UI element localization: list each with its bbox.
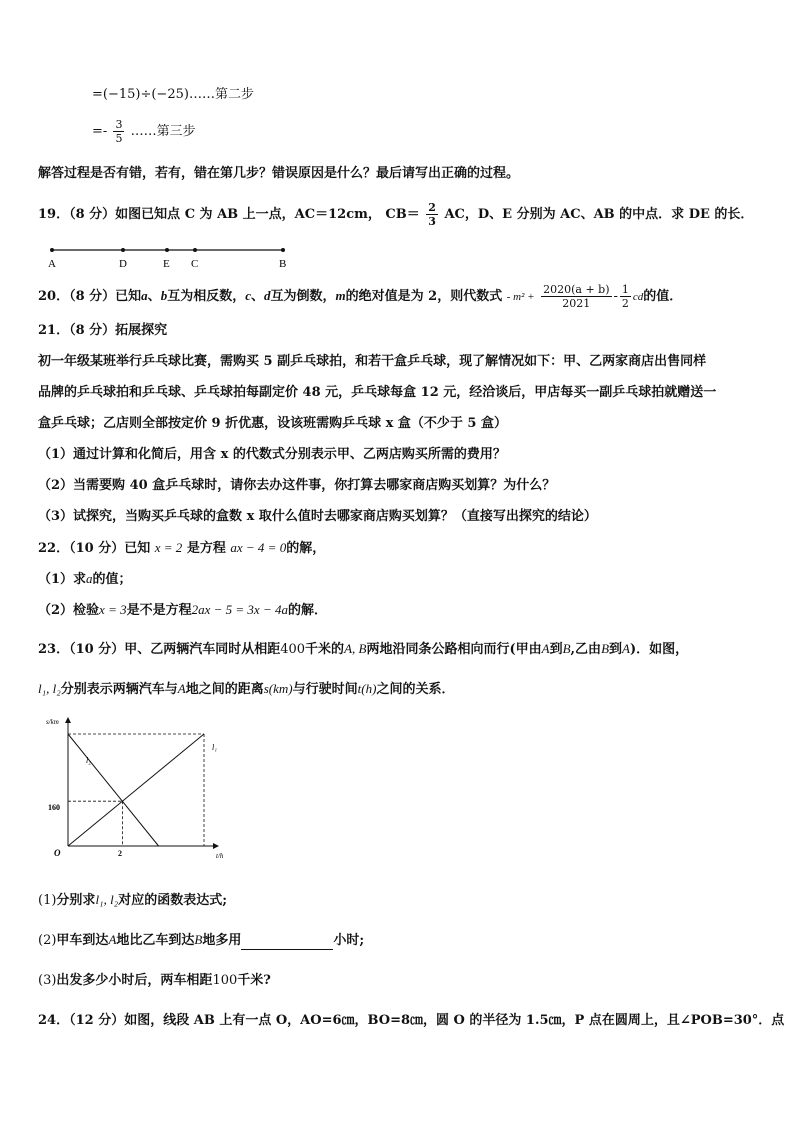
q23-text: 23．（10 分）甲、乙两辆汽车同时从相距 bbox=[38, 642, 281, 657]
question-21-title bbox=[38, 322, 167, 340]
q22-s2-a: （2）检验 bbox=[38, 603, 100, 618]
expression-part: - m² + bbox=[506, 291, 535, 303]
q23-text: 千米? bbox=[237, 973, 271, 988]
x-axis-label: t/h bbox=[216, 852, 224, 860]
q23-sub-1 bbox=[38, 891, 227, 910]
q23-text: 两地沿同条公路相向而行(甲由 bbox=[366, 642, 542, 657]
question-23-line-1 bbox=[38, 640, 688, 659]
fraction-numerator: 3 bbox=[115, 118, 123, 131]
q22-s2-c: 的解． bbox=[287, 603, 327, 618]
q20-text-e: 的值． bbox=[643, 289, 683, 304]
q21-p2: 品牌的乒乓球拍和乒乓球、乒乓球拍每副定价 48 元，乒乓球每盒 12 元，经洽谈后，甲店每买一副乒乓球拍就赠送一 bbox=[38, 385, 717, 400]
label-a: A bbox=[48, 258, 56, 270]
fraction-numerator: 2 bbox=[428, 201, 436, 214]
q21-p1: 初一年级某班举行乒乓球比赛，需购买 5 副乒乓球拍，和若干盒乒乓球，现了解情况如下：甲、乙两家商店出售同样 bbox=[38, 354, 707, 369]
fraction-numerator: 2020(a + b) bbox=[543, 283, 610, 296]
label-c: C bbox=[191, 258, 199, 270]
var-t: t(h) bbox=[357, 681, 377, 696]
step-three-prefix: =- bbox=[92, 124, 108, 139]
q19-fraction bbox=[426, 201, 438, 228]
q23-text: 对应的函数表达式; bbox=[118, 893, 228, 908]
y-tick-160: 160 bbox=[48, 803, 60, 812]
sub-number: (3) bbox=[38, 973, 57, 988]
equation: x = 2 bbox=[154, 540, 183, 555]
q21-s3: （3）试探究，当购买乒乓球的盒数 x 取什么值时去哪家商店购买划算？（直接写出探究的结论） bbox=[38, 509, 597, 524]
q21-title: 21．（8 分）拓展探究 bbox=[38, 323, 168, 338]
q20-sep: 、 bbox=[250, 289, 264, 304]
q23-text: 地多用 bbox=[202, 933, 242, 948]
equation: ax − 4 = 0 bbox=[230, 540, 287, 555]
q20-sep: 、 bbox=[147, 289, 161, 304]
step-two-line bbox=[92, 86, 254, 104]
series-line-l1 bbox=[68, 734, 204, 846]
q23-text: 地比乙车到达 bbox=[116, 933, 195, 948]
q21-sub-2 bbox=[38, 477, 555, 495]
q22-sub-1 bbox=[38, 570, 132, 589]
l2-label: l₂ bbox=[86, 756, 92, 765]
fraction-denominator: 5 bbox=[115, 132, 123, 145]
var-b: B bbox=[601, 641, 610, 656]
q22-text-c: 的解， bbox=[286, 541, 326, 556]
q20-fraction-1 bbox=[541, 283, 611, 310]
point-a bbox=[50, 248, 54, 252]
step-three-suffix: ……第三步 bbox=[130, 124, 196, 139]
fraction-numerator: 1 bbox=[621, 283, 629, 296]
var-cd: cd bbox=[632, 291, 644, 303]
q23-text: )．如图， bbox=[629, 642, 689, 657]
q23-text: 到 bbox=[609, 642, 623, 657]
step-three-fraction bbox=[113, 118, 124, 145]
q20-text-d: 的绝对值是为 2，则代数式 bbox=[345, 289, 503, 304]
q21-sub-3 bbox=[38, 508, 597, 526]
equation: 2ax − 5 = 3x − 4a bbox=[191, 602, 288, 617]
var-a: A bbox=[622, 641, 630, 656]
q23-text: 分别求 bbox=[56, 893, 96, 908]
var-a: A bbox=[108, 932, 117, 947]
q23-text: 地之间的距离 bbox=[185, 682, 264, 697]
q21-s2: （2）当需要购 40 盒乒乓球时，请你去办这件事，你打算去哪家商店购买划算？为什么？ bbox=[38, 478, 556, 493]
q22-text-a: 22．（10 分）已知 bbox=[38, 541, 151, 556]
var-b: B bbox=[194, 932, 203, 947]
q23-sub-2 bbox=[38, 931, 364, 950]
fraction-denominator: 3 bbox=[428, 215, 436, 228]
error-question-text: 解答过程是否有错，若有，错在第几步？错误原因是什么？最后请写出正确的过程。 bbox=[38, 166, 520, 181]
minus-sign: - bbox=[613, 289, 618, 304]
x-tick-2: 2 bbox=[118, 849, 122, 858]
question-23-line-2 bbox=[38, 680, 454, 699]
question-24 bbox=[38, 1012, 784, 1030]
q20-text-b: 互为相反数， bbox=[167, 289, 246, 304]
var-ab: A, B bbox=[344, 641, 367, 656]
q23-text: 小时; bbox=[333, 933, 365, 948]
q22-s1-a: （1）求 bbox=[38, 572, 87, 587]
error-question-line bbox=[38, 165, 519, 183]
question-22 bbox=[38, 539, 325, 558]
step-three-line bbox=[92, 118, 196, 145]
graph-marks bbox=[68, 734, 204, 846]
question-20 bbox=[38, 283, 682, 310]
q24-text: 24．（12 分）如图，线段 AB 上有一点 O，AO=6㎝，BO=8㎝，圆 O 的半径为 1.5㎝，P 点在圆周上，且∠POB=30°．点 bbox=[38, 1013, 785, 1028]
var-a: A bbox=[541, 641, 550, 656]
q21-paragraph-line-3 bbox=[38, 415, 507, 433]
q23-text: ,乙由 bbox=[570, 642, 602, 657]
point-c bbox=[193, 248, 197, 252]
label-d: D bbox=[119, 258, 127, 270]
var-a: A bbox=[177, 681, 186, 696]
q20-text-c: 互为倒数， bbox=[270, 289, 336, 304]
var-m: m bbox=[335, 288, 346, 303]
q21-sub-1 bbox=[38, 446, 506, 464]
q22-s2-b: 是不是方程 bbox=[126, 603, 192, 618]
q23-text: 到 bbox=[549, 642, 563, 657]
q22-text-b: 是方程 bbox=[186, 541, 226, 556]
q22-s1-b: 的值； bbox=[92, 572, 132, 587]
q23-text: 千米的 bbox=[305, 642, 345, 657]
var-l1-l2: l₁, l₂ bbox=[38, 681, 61, 696]
q23-text: 分别表示两辆汽车与 bbox=[60, 682, 178, 697]
var-b: B bbox=[562, 641, 571, 656]
var-c: c bbox=[245, 288, 251, 303]
answer-blank[interactable] bbox=[241, 936, 333, 950]
q21-p3: 盒乒乓球；乙店则全部按定价 9 折优惠，设该班需购乒乓球 x 盒（不少于 5 盒） bbox=[38, 416, 507, 431]
var-s: s(km) bbox=[263, 681, 293, 696]
origin-label: O bbox=[54, 848, 61, 858]
q21-paragraph-line-2 bbox=[38, 384, 716, 402]
var-a: a bbox=[141, 288, 148, 303]
distance-time-graph bbox=[40, 712, 240, 862]
label-b: B bbox=[279, 258, 287, 270]
series-line-l2 bbox=[68, 734, 159, 846]
segment-diagram bbox=[40, 240, 300, 270]
q23-text: 甲车到达 bbox=[56, 933, 109, 948]
q23-text: 出发多少小时后，两车相距 bbox=[56, 973, 213, 988]
q21-s1: （1）通过计算和化简后，用含 x 的代数式分别表示甲、乙两店购买所需的费用？ bbox=[38, 447, 506, 462]
var-l1-l2: l₁, l₂ bbox=[95, 892, 119, 907]
q20-fraction-2 bbox=[620, 283, 631, 310]
sub-number: (1) bbox=[38, 893, 57, 908]
q19-text-a: 19．（8 分）如图已知点 C 为 AB 上一点，AC＝12cm， CB＝ bbox=[38, 207, 420, 222]
question-19 bbox=[38, 201, 753, 228]
point-e bbox=[165, 248, 169, 252]
sub-number: (2) bbox=[38, 933, 57, 948]
var-a: a bbox=[86, 571, 93, 586]
q20-text-a: 20．（8 分）已知 bbox=[38, 289, 142, 304]
q19-text-b: AC，D、E 分别为 AC、AB 的中点．求 DE 的长． bbox=[444, 207, 754, 222]
point-b bbox=[281, 248, 285, 252]
y-axis-label: s/km bbox=[46, 718, 59, 726]
label-e: E bbox=[163, 258, 170, 270]
q23-text: 之间的关系． bbox=[376, 682, 455, 697]
fraction-denominator: 2021 bbox=[562, 297, 591, 310]
point-d bbox=[121, 248, 125, 252]
q23-sub-3 bbox=[38, 972, 271, 990]
q23-distance: 400 bbox=[280, 642, 306, 657]
q22-sub-2 bbox=[38, 601, 327, 620]
step-two-text: =(−15)÷(−25)……第二步 bbox=[92, 87, 254, 102]
fraction-denominator: 2 bbox=[621, 297, 629, 310]
q23-text: 与行驶时间 bbox=[292, 682, 358, 697]
equation: x = 3 bbox=[99, 602, 127, 617]
var-b: b bbox=[160, 288, 168, 303]
l1-label: l₁ bbox=[212, 743, 218, 752]
q23-distance: 100 bbox=[212, 973, 238, 988]
q21-paragraph-line-1 bbox=[38, 353, 706, 371]
var-d: d bbox=[264, 288, 271, 303]
